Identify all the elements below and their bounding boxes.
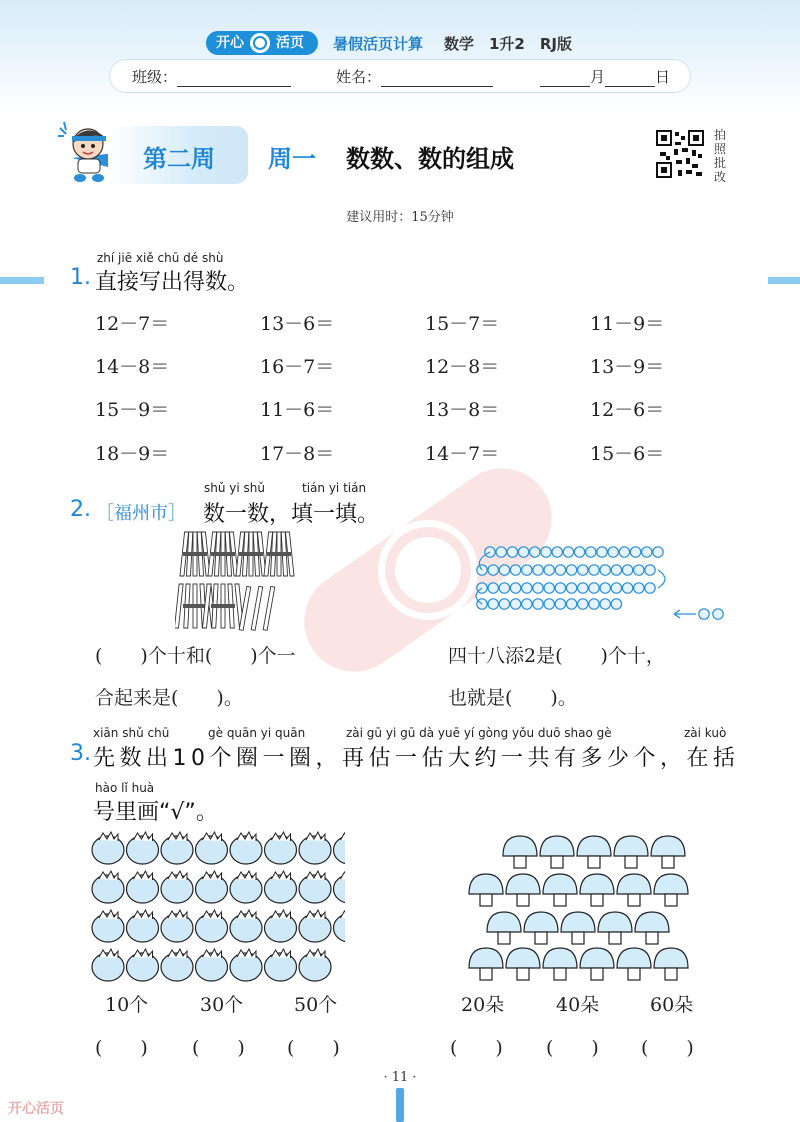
extra-bead bbox=[713, 609, 723, 619]
bead bbox=[634, 583, 644, 593]
bead bbox=[578, 565, 588, 575]
tomato bbox=[334, 910, 346, 942]
bead bbox=[611, 583, 621, 593]
mushroom bbox=[469, 874, 503, 906]
bead bbox=[510, 599, 520, 609]
bead bbox=[522, 599, 532, 609]
class-field[interactable] bbox=[132, 66, 291, 87]
right-side-tab bbox=[768, 277, 800, 284]
bead bbox=[488, 565, 498, 575]
mushroom bbox=[598, 912, 632, 944]
tomato bbox=[265, 910, 297, 942]
bead bbox=[611, 599, 621, 609]
mushroom bbox=[506, 874, 540, 906]
q1-equation: 14－8＝ bbox=[95, 356, 170, 378]
loose-stick bbox=[251, 586, 263, 630]
mushroom bbox=[654, 874, 688, 906]
bead bbox=[510, 583, 520, 593]
tomato bbox=[265, 832, 297, 864]
tomato bbox=[230, 910, 262, 942]
tomato bbox=[230, 871, 262, 903]
bead bbox=[600, 583, 610, 593]
bead bbox=[507, 547, 517, 557]
mushroom bbox=[580, 948, 614, 980]
tomato bbox=[127, 910, 159, 942]
bead bbox=[563, 547, 573, 557]
stick bbox=[175, 584, 183, 628]
q1-equation: 12－7＝ bbox=[95, 313, 170, 335]
bead bbox=[653, 547, 663, 557]
left-option-label: 30个 bbox=[200, 994, 244, 1016]
bead bbox=[544, 583, 554, 593]
bead bbox=[566, 583, 576, 593]
bottom-mark bbox=[396, 1088, 404, 1122]
qr-label: 拍 照 批 改 bbox=[713, 128, 726, 184]
mushrooms-icon bbox=[465, 826, 695, 986]
q2-pinyin-a: shǔ yi shǔ bbox=[204, 481, 265, 495]
bead bbox=[589, 565, 599, 575]
tomato bbox=[299, 910, 331, 942]
q1-equation: 15－7＝ bbox=[425, 313, 500, 335]
left-option-label: 50个 bbox=[294, 994, 338, 1016]
bead bbox=[530, 547, 540, 557]
bead bbox=[541, 547, 551, 557]
mushroom bbox=[561, 912, 595, 944]
bead bbox=[555, 599, 565, 609]
bead bbox=[544, 565, 554, 575]
bundle-band bbox=[239, 552, 263, 556]
mushroom bbox=[617, 948, 651, 980]
right-option-label: 40朵 bbox=[556, 994, 600, 1016]
tomato bbox=[92, 910, 124, 942]
tomato bbox=[161, 949, 193, 981]
q1-equation: 17－8＝ bbox=[260, 443, 335, 465]
tomato bbox=[334, 832, 346, 864]
q2-instruction: 数一数，填一填。 bbox=[203, 502, 380, 527]
mushroom bbox=[543, 948, 577, 980]
bead bbox=[522, 583, 532, 593]
subject-grade: 数学 1升2 RJ版 bbox=[444, 35, 573, 53]
tomato bbox=[265, 949, 297, 981]
q1-equation: 18－9＝ bbox=[95, 443, 170, 465]
q3-pinyin-line2: hào lǐ huà bbox=[95, 781, 155, 795]
bead bbox=[597, 547, 607, 557]
q3-number: 3. bbox=[70, 741, 91, 766]
mushroom bbox=[617, 874, 651, 906]
bundle-band bbox=[183, 552, 207, 556]
bead bbox=[589, 599, 599, 609]
day-label: 周一 bbox=[268, 145, 316, 173]
mushroom bbox=[580, 874, 614, 906]
mushroom bbox=[524, 912, 558, 944]
tomato bbox=[196, 871, 228, 903]
q3-instruction-line2: 号里画“√”。 bbox=[93, 800, 218, 825]
right-option-label: 60朵 bbox=[650, 994, 694, 1016]
brand-logo bbox=[206, 31, 318, 55]
header-band bbox=[0, 0, 800, 110]
bead bbox=[574, 547, 584, 557]
tomato bbox=[127, 871, 159, 903]
bead bbox=[533, 565, 543, 575]
bead bbox=[488, 599, 498, 609]
mushroom bbox=[469, 948, 503, 980]
q3-instruction-line1: 先数出10个圈一圈，再估一估大约一共有多少个，在括 bbox=[93, 746, 740, 771]
bead bbox=[533, 599, 543, 609]
mushroom bbox=[543, 874, 577, 906]
tomato bbox=[161, 832, 193, 864]
arrow-left-icon bbox=[674, 610, 696, 618]
bead bbox=[555, 565, 565, 575]
q1-equation: 12－8＝ bbox=[425, 356, 500, 378]
tomato bbox=[92, 832, 124, 864]
answer-parentheses[interactable]: ( ) bbox=[641, 1037, 694, 1059]
tomato bbox=[161, 871, 193, 903]
q1-pinyin: zhí jiē xiě chū dé shù bbox=[97, 251, 224, 265]
q1-equation: 13－9＝ bbox=[590, 356, 665, 378]
bead bbox=[586, 547, 596, 557]
tomatoes-icon bbox=[90, 826, 345, 988]
date-field[interactable] bbox=[540, 66, 670, 87]
tomato bbox=[299, 832, 331, 864]
bead bbox=[608, 547, 618, 557]
answer-parentheses[interactable]: ( ) bbox=[95, 1037, 148, 1059]
mushroom bbox=[614, 836, 648, 868]
stick-bundles-icon bbox=[175, 528, 305, 638]
q2-left-line1: ( )个十和( )个一 bbox=[95, 645, 296, 667]
bead bbox=[499, 583, 509, 593]
tomato bbox=[299, 871, 331, 903]
topic-title: 数数、数的组成 bbox=[346, 145, 514, 173]
q1-equation: 13－8＝ bbox=[425, 399, 500, 421]
q1-equation: 13－6＝ bbox=[260, 313, 335, 335]
bead bbox=[611, 565, 621, 575]
tomato bbox=[230, 949, 262, 981]
class-label: 班级： bbox=[132, 68, 178, 86]
footer-logo: 开心活页 bbox=[8, 1101, 64, 1117]
tomato bbox=[92, 949, 124, 981]
tomato bbox=[230, 832, 262, 864]
q1-equation: 16－7＝ bbox=[260, 356, 335, 378]
q2-right-line2: 也就是( )。 bbox=[448, 687, 577, 709]
bead bbox=[488, 583, 498, 593]
time-hint: 建议用时：15分钟 bbox=[346, 210, 454, 225]
brand-right-text: 活页 bbox=[276, 35, 304, 51]
tomato bbox=[196, 832, 228, 864]
tomato bbox=[127, 949, 159, 981]
left-side-tab bbox=[0, 277, 44, 284]
mushroom bbox=[487, 912, 521, 944]
tomato bbox=[334, 871, 346, 903]
bead-rows-icon bbox=[468, 540, 736, 630]
tomato bbox=[299, 949, 331, 981]
brand-logo-icon bbox=[250, 33, 270, 53]
answer-parentheses[interactable]: ( ) bbox=[287, 1037, 340, 1059]
q1-instruction: 直接写出得数。 bbox=[95, 270, 250, 295]
bead bbox=[496, 547, 506, 557]
bead bbox=[600, 599, 610, 609]
tomato bbox=[196, 910, 228, 942]
bead bbox=[578, 583, 588, 593]
month-label: 月 bbox=[590, 68, 606, 86]
mushroom bbox=[577, 836, 611, 868]
mushroom bbox=[635, 912, 669, 944]
bead-string bbox=[476, 552, 665, 604]
bead bbox=[533, 583, 543, 593]
day-label: 日 bbox=[655, 68, 671, 86]
bead bbox=[600, 565, 610, 575]
page-number: · 11 · bbox=[383, 1070, 417, 1085]
q1-equation: 12－6＝ bbox=[590, 399, 665, 421]
bead bbox=[522, 565, 532, 575]
bundle-band bbox=[183, 604, 207, 608]
name-field[interactable] bbox=[336, 66, 493, 87]
tomato bbox=[127, 832, 159, 864]
week-label: 第二周 bbox=[143, 145, 215, 173]
bead bbox=[499, 565, 509, 575]
bead bbox=[566, 599, 576, 609]
student-info-bar bbox=[110, 60, 690, 92]
bundle-band bbox=[267, 552, 291, 556]
bead bbox=[634, 565, 644, 575]
answer-parentheses[interactable]: ( ) bbox=[546, 1037, 599, 1059]
q1-equation: 14－7＝ bbox=[425, 443, 500, 465]
mushroom bbox=[540, 836, 574, 868]
answer-parentheses[interactable]: ( ) bbox=[450, 1037, 503, 1059]
mushroom bbox=[654, 948, 688, 980]
bead bbox=[518, 547, 528, 557]
bead bbox=[510, 565, 520, 575]
q2-left-line2: 合起来是( )。 bbox=[95, 687, 243, 709]
bead bbox=[589, 583, 599, 593]
qr-code-icon[interactable] bbox=[656, 130, 704, 178]
mushroom bbox=[503, 836, 537, 868]
bead bbox=[642, 547, 652, 557]
bead bbox=[622, 565, 632, 575]
brand-left-text: 开心 bbox=[216, 35, 244, 51]
right-option-label: 20朵 bbox=[461, 994, 505, 1016]
bundle-band bbox=[211, 552, 235, 556]
q1-equation: 11－6＝ bbox=[260, 399, 335, 421]
tomato bbox=[161, 910, 193, 942]
q2-pinyin-b: tián yi tián bbox=[302, 481, 367, 495]
bead bbox=[630, 547, 640, 557]
tomato bbox=[92, 871, 124, 903]
q1-number: 1. bbox=[70, 265, 91, 290]
q2-number: 2. bbox=[70, 497, 91, 522]
bead bbox=[645, 583, 655, 593]
extra-bead bbox=[699, 609, 709, 619]
loose-stick bbox=[263, 586, 275, 630]
q2-right-line1: 四十八添2是( )个十， bbox=[448, 645, 665, 667]
tomato bbox=[196, 949, 228, 981]
bead bbox=[578, 599, 588, 609]
bead bbox=[622, 583, 632, 593]
bead bbox=[544, 599, 554, 609]
bundle-band bbox=[211, 604, 235, 608]
q1-equation: 15－6＝ bbox=[590, 443, 665, 465]
left-option-label: 10个 bbox=[105, 994, 149, 1016]
tomato bbox=[265, 871, 297, 903]
bead bbox=[555, 583, 565, 593]
q2-city-tag: ［福州市］ bbox=[96, 503, 186, 524]
bead bbox=[566, 565, 576, 575]
mushroom bbox=[506, 948, 540, 980]
bead bbox=[619, 547, 629, 557]
mushroom bbox=[651, 836, 685, 868]
q1-equation: 15－9＝ bbox=[95, 399, 170, 421]
q1-equation: 11－9＝ bbox=[590, 313, 665, 335]
bead bbox=[499, 599, 509, 609]
q3-pinyin-segment: zài gū yi gū dà yuē yí gòng yǒu duō shao gè bbox=[346, 726, 612, 740]
q3-pinyin-segment: zài kuò bbox=[684, 726, 727, 740]
answer-parentheses[interactable]: ( ) bbox=[192, 1037, 245, 1059]
series-title: 暑假活页计算 bbox=[333, 35, 424, 53]
bead bbox=[645, 565, 655, 575]
name-label: 姓名： bbox=[336, 68, 382, 86]
q3-pinyin-segment: xiān shǔ chū bbox=[93, 726, 170, 740]
q3-pinyin-segment: gè quān yi quān bbox=[208, 726, 306, 740]
bead bbox=[552, 547, 562, 557]
